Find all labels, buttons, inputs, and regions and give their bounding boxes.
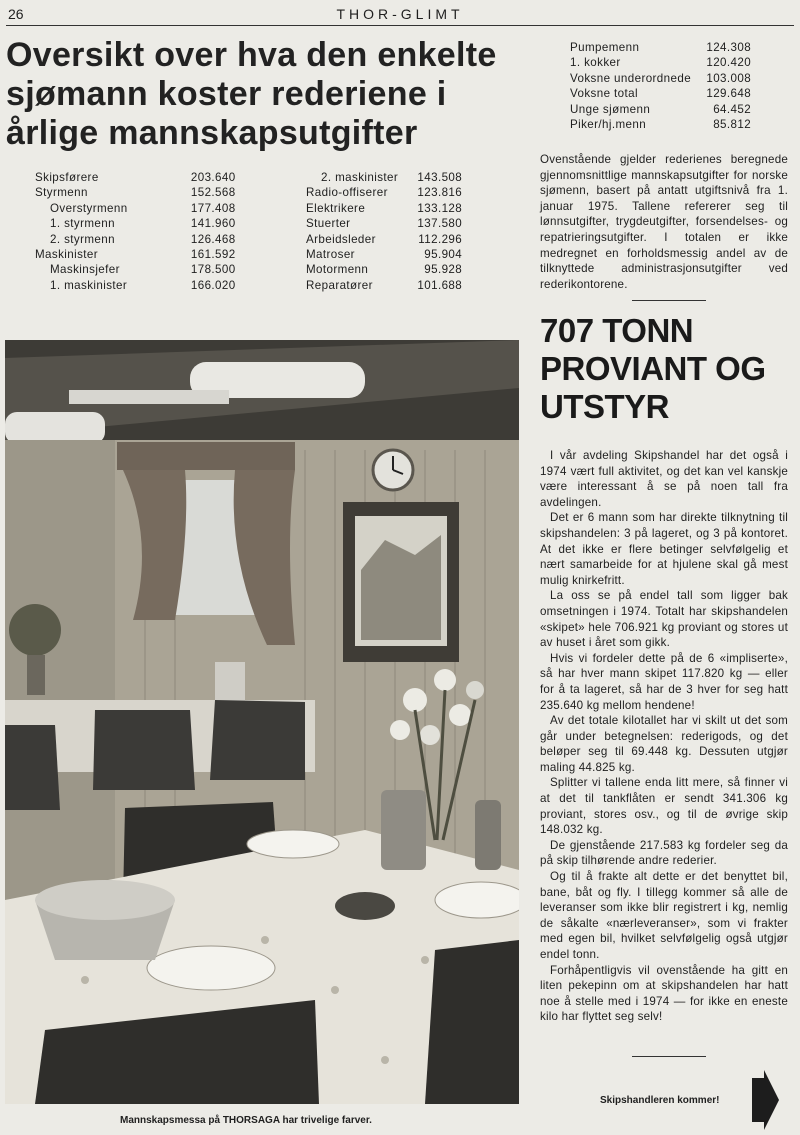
role-label: Voksne total [570,87,638,101]
role-label: 1. kokker [570,56,621,70]
cost-value: 64.452 [713,102,752,116]
cost-value: 141.960 [190,217,236,231]
cost-value: 203.640 [190,171,236,184]
cost-value: 101.688 [417,278,463,292]
role-label: Elektrikere [306,201,366,215]
role-label: 2. maskinister [321,171,399,184]
role-label: 1. maskinister [50,278,128,292]
table-row [35,216,236,231]
article-paragraph: Det er 6 mann som har direkte tilknytning til skipshandelen: 3 på lageret, og 3 på kontoret. At det ikke er flere betinger selvfølgelig et nært samarbeide for at hjulene skal gå mest mulig knirkefritt. [540,511,788,587]
cost-table-middle [306,170,462,293]
role-label: Matroser [306,248,355,262]
table-row [306,185,462,200]
table-row [570,117,751,132]
role-label: Radio-offiserer [306,186,388,200]
role-label: Overstyrmenn [50,201,128,215]
cost-table-left [35,170,236,293]
cost-value: 143.508 [417,171,463,184]
table-row [570,55,751,70]
cost-value: 177.408 [190,201,236,215]
table-row [570,86,751,101]
role-label: Maskinsjefer [50,263,120,277]
role-label: Styrmenn [35,186,88,200]
table-row [306,201,462,216]
right-arrow-icon [750,1070,780,1130]
table-row [306,247,462,262]
publication-title: THOR-GLIMT [336,6,464,22]
article-title: 707 TONN PROVIANT OG UTSTYR [540,312,766,425]
cost-value: 137.580 [417,217,463,231]
cost-value: 120.420 [706,56,752,70]
role-label: Skipsførere [35,171,99,184]
role-label: Piker/hj.menn [570,118,647,132]
article-paragraph: I vår avdeling Skipshandel har det også i 1974 vært full aktivitet, og det kan vel kanskje være interessant å se på noen tall fra avdelingen. [540,449,788,509]
article-signature: Skipshandleren kommer! [600,1095,720,1106]
table-row [35,201,236,216]
table-row [35,170,236,185]
table-row [570,71,751,86]
table-row [306,278,462,293]
article-body [540,448,788,1025]
cost-value: 178.500 [190,263,236,277]
role-label: Maskinister [35,248,99,262]
cost-value: 124.308 [706,41,752,54]
table-row [570,102,751,117]
photo-caption: Mannskapsmessa på THORSAGA har trivelige farver. [120,1115,372,1126]
article-paragraph: Og til å frakte alt dette er det benyttet bil, bane, båt og fly. I tillegg kommer så alle de leveranser som ikke blir registrert i kg, nemlig de såkalte «nærleveranser», som vi frakter med egen bil, hvilket selvfølgelig også utgjør endel tonn. [540,870,788,961]
table-row [306,262,462,277]
table-row [306,216,462,231]
cost-value: 133.128 [417,201,463,215]
table-row [306,232,462,247]
table-row [35,278,236,293]
cost-value: 95.904 [424,248,463,262]
table-row [306,170,462,185]
table-row [35,232,236,247]
cost-value: 126.468 [190,232,236,246]
cost-value: 95.928 [424,263,463,277]
cost-note: Ovenstående gjelder rederienes beregnede gjennomsnittlige mannskapsutgifter for norske sjømenn, basert på antatt utgiftsnivå fra 1. januar 1975. Tallene refererer seg til lønnsutgifter, trygdeutgifter, forsendelses- og repatrieringsutgifter. I totalen er ikke medregnet en forholdsmessig andel av de tilknyttede administrasjonsutgifter ved rederikontorene. [540,153,788,291]
article-paragraph: La oss se på endel tall som ligger bak omsetningen i 1974. Totalt har skipshandelen «skipet» hele 706.921 kg proviant og stores ut av huset i året som gikk. [540,589,788,650]
cost-table-right [570,40,751,132]
article-paragraph: De gjenstående 217.583 kg fordeler seg da på skip tilhørende andre rederier. [540,838,788,868]
cost-value: 85.812 [713,118,752,132]
role-label: Voksne underordnede [570,71,692,85]
cost-value: 129.648 [706,87,752,101]
role-label: Unge sjømenn [570,102,651,116]
table-row [35,247,236,262]
table-row [570,40,751,55]
article-paragraph: Av det totale kilotallet har vi skilt ut det som går under betegnelsen: rederigods, og det beløper seg til 69.448 kg. Dessuten utgjør maling 44.825 kg. [540,714,788,774]
role-label: Stuerter [306,217,351,231]
role-label: Reparatører [306,278,373,292]
role-label: Pumpemenn [570,41,640,54]
page-number: 26 [8,6,24,22]
mess-room-illustration [5,340,519,1104]
role-label: Motormenn [306,263,369,277]
cost-value: 166.020 [190,278,236,292]
article-end-divider [632,1056,706,1057]
role-label: 2. styrmenn [50,232,115,246]
role-label: 1. styrmenn [50,217,115,231]
header-divider [6,25,794,26]
role-label: Arbeidsleder [306,232,376,246]
headline: Oversikt over hva den enkelte sjømann koster rederiene i årlige mannskapsutgifter [6,36,497,152]
section-divider [632,300,706,301]
cost-value: 123.816 [417,186,463,200]
article-paragraph: Hvis vi fordeler dette på de 6 «impliserte», så har hver mann skipet 117.820 kg — eller for å ta lageret, så har de 3 hver for seg hatt 235.640 kg mellom hendene! [540,651,788,712]
cost-value: 103.008 [706,71,752,85]
cost-value: 161.592 [190,248,236,262]
article-paragraph: Splitter vi tallene enda litt mere, så finner vi at det til tankflåten er sendt 341.306 kg proviant, stores osv., og til de øvrige skip 148.032 kg. [540,776,788,837]
article-paragraph: Forhåpentligvis vil ovenstående ha gitt en liten pekepinn om at skipshandelen har hatt noe å stelle med i 1974 — for ikke en eneste kilo har flyttet seg selv! [540,963,788,1024]
mess-room-photo [5,340,519,1104]
cost-value: 112.296 [418,232,463,246]
table-row [35,185,236,200]
cost-value: 152.568 [190,186,236,200]
table-row [35,262,236,277]
